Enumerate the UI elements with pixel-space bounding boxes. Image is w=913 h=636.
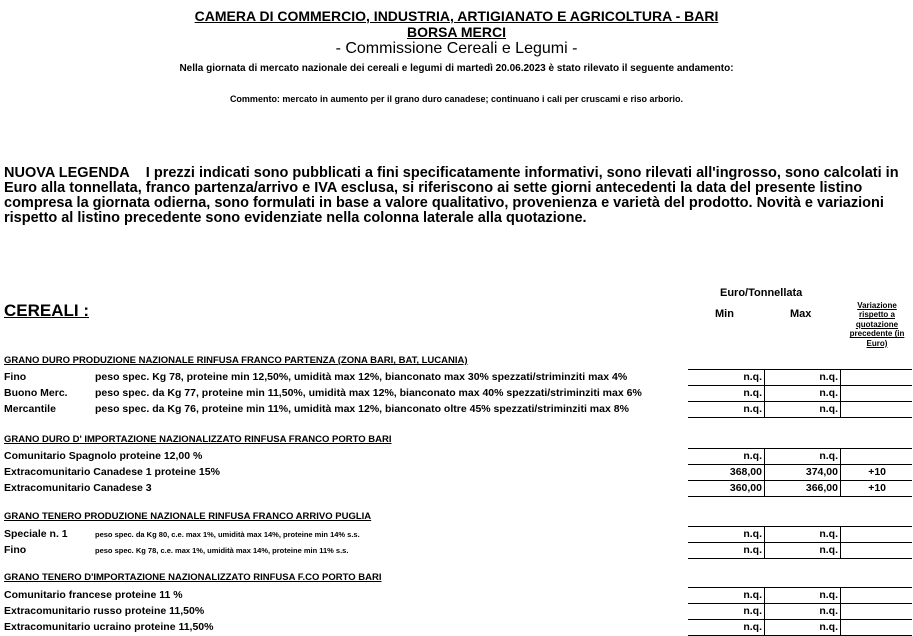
borsa-merci-title: BORSA MERCI xyxy=(406,24,507,40)
table-rule xyxy=(688,587,912,588)
max-price: n.q. xyxy=(819,528,838,540)
table-rule xyxy=(688,526,912,527)
section-title: GRANO DURO PRODUZIONE NAZIONALE RINFUSA FRANCO PARTENZA (ZONA BARI, BAT, LUCANIA) xyxy=(4,355,468,366)
table-rule xyxy=(688,417,912,418)
table-rule xyxy=(688,619,912,620)
table-rule xyxy=(688,464,912,465)
row-label: Extracomunitario russo proteine 11,50% xyxy=(4,605,205,617)
row-label: Speciale n. 1 xyxy=(4,528,68,540)
price-variation: +10 xyxy=(868,482,886,494)
cereali-heading: CEREALI : xyxy=(4,301,89,320)
max-price: n.q. xyxy=(819,450,838,462)
min-price: n.q. xyxy=(743,589,762,601)
table-rule xyxy=(688,401,912,402)
table-rule xyxy=(688,369,912,370)
min-price: n.q. xyxy=(743,605,762,617)
row-description: peso spec. Kg 78, c.e. max 1%, umidità max 14%, proteine min 11% s.s. xyxy=(95,546,349,555)
row-label: Fino xyxy=(4,371,27,383)
row-label: Buono Merc. xyxy=(4,387,68,399)
row-label: Extracomunitario Canadese 3 xyxy=(4,482,152,494)
row-label: Comunitario Spagnolo proteine 12,00 % xyxy=(4,450,203,462)
table-column-rule xyxy=(764,369,765,417)
table-column-rule xyxy=(764,448,765,496)
unit-header: Euro/Tonnellata xyxy=(720,287,803,299)
row-description: peso spec. da Kg 76, proteine min 11%, umidità max 12%, bianconato oltre 45% spezzati/striminziti max 8% xyxy=(95,403,629,415)
max-column-header: Max xyxy=(790,308,812,320)
legend-text: I prezzi indicati sono pubblicati a fini specificatamente informativi, sono rilevati all'ingrosso, sono calcolati in Euro alla tonnellata, franco partenza/arrivo e IVA esclusa, si riferiscono ai sette giorni antecedenti la data del presente listino compresa la giornata odierna, sono formulati in base a valore qualitativo, provenienza e varietà del prodotto. Novità e variazioni rispetto al listino precedente sono evidenziate nella colonna laterale alla quotazione. xyxy=(4,165,899,226)
chamber-title: CAMERA DI COMMERCIO, INDUSTRIA, ARTIGIANATO E AGRICOLTURA - BARI xyxy=(194,8,719,24)
table-column-rule xyxy=(764,587,765,635)
table-column-rule xyxy=(840,526,841,558)
row-label: Extracomunitario ucraino proteine 11,50% xyxy=(4,621,214,633)
variation-column-header: Variazione rispetto a quotazione precedente (in Euro) xyxy=(849,301,905,348)
commission-title: - Commissione Cereali e Legumi - xyxy=(335,40,578,57)
table-rule xyxy=(688,385,912,386)
table-rule xyxy=(688,603,912,604)
min-price: n.q. xyxy=(743,371,762,383)
section-title: GRANO TENERO PRODUZIONE NAZIONALE RINFUSA FRANCO ARRIVO PUGLIA xyxy=(4,511,372,522)
max-price: n.q. xyxy=(819,387,838,399)
table-rule xyxy=(688,496,912,497)
table-rule xyxy=(688,558,912,559)
row-label: Comunitario francese proteine 11 % xyxy=(4,589,183,601)
max-price: n.q. xyxy=(819,403,838,415)
min-column-header: Min xyxy=(715,308,734,320)
min-price: 360,00 xyxy=(729,482,762,494)
legend-paragraph xyxy=(4,166,913,226)
table-column-rule xyxy=(840,448,841,496)
section-title: GRANO TENERO D'IMPORTAZIONE NAZIONALIZZATO RINFUSA F.CO PORTO BARI xyxy=(4,572,382,583)
row-label: Fino xyxy=(4,544,27,556)
row-description: peso spec. da Kg 80, c.e. max 1%, umidità max 14%, proteine min 14% s.s. xyxy=(95,530,360,539)
min-price: n.q. xyxy=(743,528,762,540)
min-price: n.q. xyxy=(743,450,762,462)
min-price: n.q. xyxy=(743,387,762,399)
table-column-rule xyxy=(764,526,765,558)
min-price: 368,00 xyxy=(729,466,762,478)
row-label: Mercantile xyxy=(4,403,56,415)
min-price: n.q. xyxy=(743,544,762,556)
max-price: n.q. xyxy=(819,544,838,556)
max-price: n.q. xyxy=(819,621,838,633)
table-column-rule xyxy=(840,587,841,635)
table-column-rule xyxy=(840,369,841,417)
market-comment: Commento: mercato in aumento per il grano duro canadese; continuano i cali per cruscami e riso arborio. xyxy=(229,94,684,104)
row-description: peso spec. da Kg 77, proteine min 11,50%, umidità max 12%, bianconato max 40% spezzati/striminziti max 6% xyxy=(95,387,642,399)
max-price: 374,00 xyxy=(805,466,838,478)
table-rule xyxy=(688,542,912,543)
table-rule xyxy=(688,480,912,481)
max-price: n.q. xyxy=(819,589,838,601)
market-date-line: Nella giornata di mercato nazionale dei cereali e legumi di martedì 20.06.2023 è stato rilevato il seguente andamento: xyxy=(179,63,734,74)
max-price: n.q. xyxy=(819,371,838,383)
table-rule xyxy=(688,448,912,449)
legend-title: NUOVA LEGENDA xyxy=(4,165,130,181)
section-title: GRANO DURO D' IMPORTAZIONE NAZIONALIZZATO RINFUSA FRANCO PORTO BARI xyxy=(4,434,392,445)
price-variation: +10 xyxy=(868,466,886,478)
max-price: 366,00 xyxy=(805,482,838,494)
row-description: peso spec. Kg 78, proteine min 12,50%, umidità max 12%, bianconato max 30% spezzati/striminziti max 4% xyxy=(95,371,628,383)
max-price: n.q. xyxy=(819,605,838,617)
row-label: Extracomunitario Canadese 1 proteine 15% xyxy=(4,466,220,478)
min-price: n.q. xyxy=(743,403,762,415)
min-price: n.q. xyxy=(743,621,762,633)
